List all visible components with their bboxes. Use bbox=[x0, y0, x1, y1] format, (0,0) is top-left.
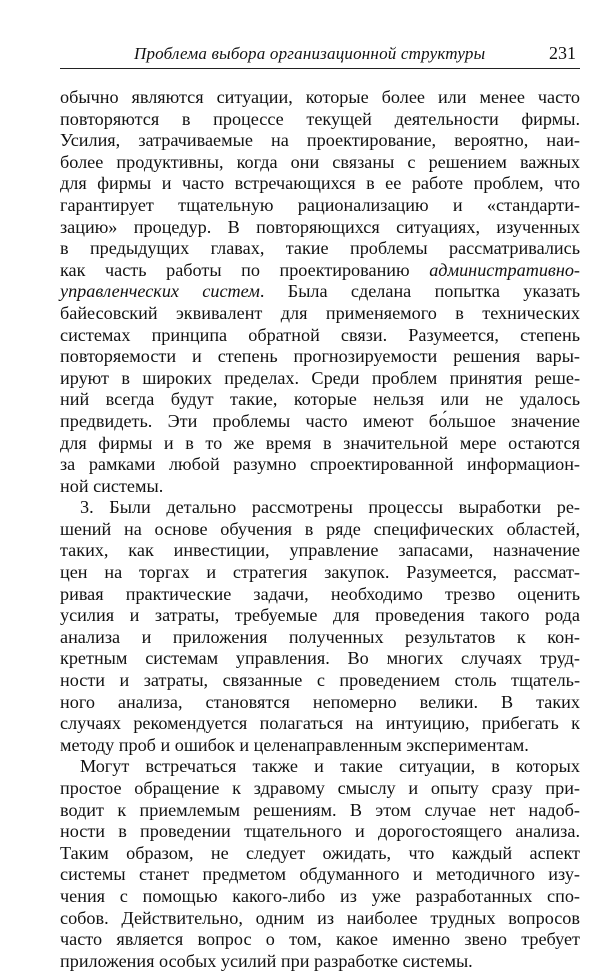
text-line bbox=[60, 627, 580, 649]
text-run: водит к приемлемым решениям. В этом случае нет надоб- bbox=[60, 799, 580, 820]
text-line bbox=[60, 886, 580, 908]
text-line bbox=[60, 238, 580, 260]
text-run: системах принципа обратной связи. Разумеется, степень bbox=[60, 324, 580, 345]
text-run: ности и затраты, связанные с проведением столь тщатель- bbox=[60, 670, 580, 691]
text-line bbox=[60, 109, 580, 131]
text-run: кретным системам управления. Во многих случаях труд- bbox=[60, 648, 580, 669]
text-run: . Была сделана попытка указать bbox=[259, 281, 580, 302]
text-line bbox=[60, 195, 580, 217]
paragraph bbox=[60, 497, 580, 756]
text-line bbox=[60, 951, 580, 972]
text-line bbox=[60, 152, 580, 174]
text-run: ности в проведении тщательного и дорогостоящего анализа. bbox=[60, 821, 580, 842]
text-line bbox=[60, 692, 580, 714]
text-line bbox=[60, 130, 580, 152]
text-run: повторяемости и степень прогнозируемости решения вары- bbox=[60, 346, 580, 367]
body-text bbox=[60, 87, 580, 972]
text-run: ного анализа, становятся непомерно велики. В таких bbox=[60, 691, 580, 712]
text-line bbox=[60, 821, 580, 843]
italic-text-run: административно- bbox=[429, 259, 580, 280]
text-run: Могут встречаться также и такие ситуации, в которых bbox=[80, 756, 580, 777]
text-run: Усилия, затрачиваемые на проектирование, вероятно, наи- bbox=[60, 130, 580, 151]
text-line bbox=[60, 325, 580, 347]
text-line bbox=[60, 476, 580, 498]
text-run: повторяются в процессе текущей деятельности фирмы. bbox=[60, 108, 580, 129]
text-line bbox=[60, 800, 580, 822]
text-run: цен на торгах и стратегия закупок. Разумеется, рассмат- bbox=[60, 562, 580, 583]
text-run: часто является вопрос о том, какое именно звено требует bbox=[60, 929, 580, 950]
text-line bbox=[60, 605, 580, 627]
text-run: собов. Действительно, одним из наиболее трудных вопросов bbox=[60, 907, 580, 928]
text-run: гарантирует тщательную рационализацию и «стандарти- bbox=[60, 194, 580, 215]
text-line bbox=[60, 648, 580, 670]
text-run: случаях рекомендуется полагаться на интуицию, прибегать к bbox=[60, 713, 580, 734]
text-line bbox=[60, 260, 580, 282]
running-title: Проблема выбора организационной структуры bbox=[134, 44, 486, 63]
paragraph bbox=[60, 87, 580, 497]
text-run: 3. Были детально рассмотрены процессы выработки ре- bbox=[80, 497, 580, 518]
text-line bbox=[60, 864, 580, 886]
text-line bbox=[60, 519, 580, 541]
text-line bbox=[60, 217, 580, 239]
text-run: за рамками любой разумно спроектированной информацион- bbox=[60, 454, 580, 475]
text-line bbox=[60, 756, 580, 778]
text-line bbox=[60, 411, 580, 433]
paragraph bbox=[60, 756, 580, 972]
page-number: 231 bbox=[549, 43, 576, 63]
text-run: ируют в широких пределах. Среди проблем принятия реше- bbox=[60, 367, 580, 388]
text-line bbox=[60, 735, 580, 757]
text-line bbox=[60, 454, 580, 476]
text-line bbox=[60, 843, 580, 865]
text-line bbox=[60, 346, 580, 368]
text-line bbox=[60, 778, 580, 800]
text-line bbox=[60, 929, 580, 951]
text-run: в предыдущих главах, такие проблемы рассматривались bbox=[60, 238, 580, 259]
text-run: зацию» процедур. В повторяющихся ситуациях, изученных bbox=[60, 216, 580, 237]
text-line bbox=[60, 303, 580, 325]
text-line bbox=[60, 433, 580, 455]
text-line bbox=[60, 584, 580, 606]
text-run: как часть работы по проектированию bbox=[60, 259, 430, 280]
italic-text-run: управленческих систем bbox=[60, 281, 260, 302]
text-run: более продуктивны, когда они связаны с решением важных bbox=[60, 151, 580, 172]
text-run: шений на основе обучения в ряде специфических областей, bbox=[60, 518, 580, 539]
text-line bbox=[60, 87, 580, 109]
text-line bbox=[60, 368, 580, 390]
text-line bbox=[60, 389, 580, 411]
text-run: таких, как инвестиции, управление запасами, назначение bbox=[60, 540, 580, 561]
text-run: чения с помощью какого-либо из уже разработанных спо- bbox=[60, 885, 580, 906]
text-line bbox=[60, 562, 580, 584]
text-run: ривая практические задачи, необходимо трезво оценить bbox=[60, 583, 580, 604]
text-line bbox=[60, 908, 580, 930]
text-run: ний всегда будут такие, которые нельзя или не удалось bbox=[60, 389, 580, 410]
text-run: приложения особых усилий при разработке системы. bbox=[60, 950, 473, 971]
text-run: простое обращение к здравому смыслу и опыту сразу при- bbox=[60, 778, 580, 798]
text-line bbox=[60, 173, 580, 195]
text-line bbox=[60, 713, 580, 735]
text-run: предвидеть. Эти проблемы часто имеют бо́льшое значение bbox=[60, 410, 580, 431]
text-run: ной системы. bbox=[60, 475, 164, 496]
text-run: для фирмы и часто встречающихся в ее работе проблем, что bbox=[60, 173, 580, 194]
text-run: байесовский эквивалент для применяемого в технических bbox=[60, 302, 580, 323]
text-run: обычно являются ситуации, которые более или менее часто bbox=[60, 87, 580, 107]
text-run: усилия и затраты, требуемые для проведения такого рода bbox=[60, 605, 580, 626]
text-line bbox=[60, 497, 580, 519]
text-line bbox=[60, 670, 580, 692]
text-run: для фирмы и в то же время в значительной мере остаются bbox=[60, 432, 580, 453]
text-line bbox=[60, 540, 580, 562]
text-run: анализа и приложения полученных результатов к кон- bbox=[60, 626, 580, 647]
text-run: методу проб и ошибок и целенаправленным экспериментам. bbox=[60, 734, 529, 755]
text-line bbox=[60, 281, 580, 303]
text-run: системы станет предметом обдуманного и методичного изу- bbox=[60, 864, 580, 885]
running-header bbox=[60, 40, 580, 69]
text-run: Таким образом, не следует ожидать, что каждый аспект bbox=[60, 842, 580, 863]
